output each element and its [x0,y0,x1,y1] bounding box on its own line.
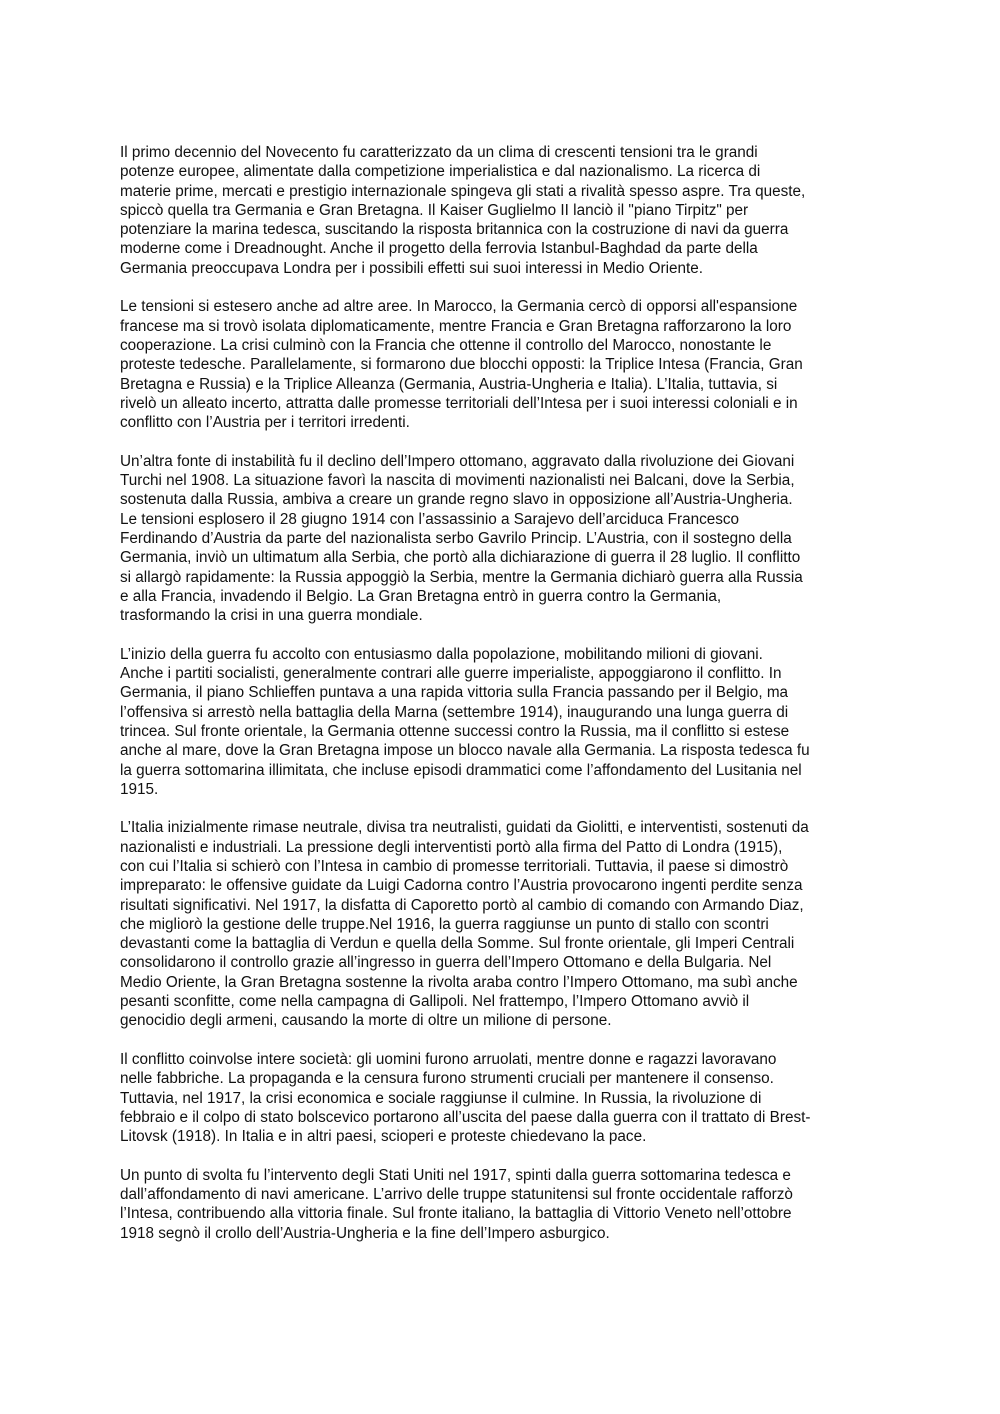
text-line: trincea. Sul fronte orientale, la Germania ottenne successi contro la Russia, ma il conflitto si estese [120,722,790,740]
text-line: francese ma si trovò isolata diplomaticamente, mentre Francia e Gran Bretagna rafforzarono la loro [120,317,792,335]
text-line: l’offensiva si arrestò nella battaglia della Marna (settembre 1914), inaugurando una lunga guerra di [120,703,789,721]
text-line: 1915. [120,780,159,798]
text-line: febbraio e il colpo di stato bolscevico portarono all’uscita del paese dalla guerra con il trattato di Brest- [120,1108,811,1126]
text-line: l’Intesa, contribuendo alla vittoria finale. Sul fronte italiano, la battaglia di Vittorio Veneto nell’ottobre [120,1205,792,1223]
text-line: Medio Oriente, la Gran Bretagna sostenne la rivolta araba contro l’Impero Ottomano, ma subì anche [120,973,798,991]
document-body [120,143,882,1262]
text-line: che migliorò la gestione delle truppe.Nel 1916, la guerra raggiunse un punto di stallo con scontri [120,915,769,933]
text-line: 1918 segnò il crollo dell’Austria-Ungheria e la fine dell’Impero asburgico. [120,1224,610,1242]
text-line: risultati significativi. Nel 1917, la disfatta di Caporetto portò al cambio di comando con Armando Diaz, [120,896,804,914]
text-line: nazionalisti e industriali. La pressione degli interventisti portò alla firma del Patto di Londra (1915), [120,838,783,856]
text-line: Il conflitto coinvolse intere società: gli uomini furono arruolati, mentre donne e ragazzi lavoravano [120,1050,777,1068]
paragraph [120,297,882,432]
text-line: nelle fabbriche. La propaganda e la censura furono strumenti cruciali per mantenere il consenso. [120,1070,774,1088]
text-line: Germania preoccupava Londra per i possibili effetti sui suoi interessi in Medio Oriente. [120,259,703,277]
text-line: Un punto di svolta fu l’intervento degli Stati Uniti nel 1917, spinti dalla guerra sottomarina tedesca e [120,1166,791,1184]
text-line: conflitto con l’Austria per i territori irredenti. [120,414,410,432]
text-line: Tuttavia, nel 1917, la crisi economica e sociale raggiunse il culmine. In Russia, la rivoluzione di [120,1089,762,1107]
text-line: sostenuta dalla Russia, ambiva a creare un grande regno slavo in opposizione all’Austria-Ungheria. [120,491,793,509]
text-line: cooperazione. La crisi culminò con la Francia che ottenne il controllo del Marocco, nonostante le [120,336,772,354]
text-line: Il primo decennio del Novecento fu caratterizzato da un clima di crescenti tensioni tra le grandi [120,144,758,161]
paragraph [120,143,882,278]
text-line: Le tensioni si estesero anche ad altre aree. In Marocco, la Germania cercò di opporsi all'espansione [120,298,798,316]
text-line: L’Italia inizialmente rimase neutrale, divisa tra neutralisti, guidati da Giolitti, e interventisti, sostenuti da [120,819,809,837]
text-line: e alla Francia, invadendo il Belgio. La Gran Bretagna entrò in guerra contro la Germania, [120,587,722,605]
text-line: Le tensioni esplosero il 28 giugno 1914 con l’assassinio a Sarajevo dell’arciduca Francesco [120,510,740,528]
paragraph [120,452,882,626]
text-line: si allargò rapidamente: la Russia appoggiò la Serbia, mentre la Germania dichiarò guerra alla Russia [120,568,803,586]
text-line: Germania, inviò un ultimatum alla Serbia, che portò alla dichiarazione di guerra il 28 luglio. Il conflitto [120,549,801,567]
paragraph [120,818,882,1030]
text-line: Anche i partiti socialisti, generalmente contrari alle guerre imperialiste, appoggiarono il conflitto. In [120,665,782,683]
text-line: rivelò un alleato incerto, attratta dalle promesse territoriali dell’Intesa per i suoi interessi coloniali e in [120,394,798,412]
paragraph [120,1050,882,1146]
text-line: devastanti come la battaglia di Verdun e quella della Somme. Sul fronte orientale, gli Imperi Centrali [120,935,795,953]
text-line: dall’affondamento di navi americane. L’arrivo delle truppe statunitensi sul fronte occidentale rafforzò [120,1186,793,1204]
text-line: Un’altra fonte di instabilità fu il declino dell’Impero ottomano, aggravato dalla rivoluzione dei Giovani [120,452,795,470]
text-line: anche al mare, dove la Gran Bretagna impose un blocco navale alla Germania. La risposta tedesca fu [120,742,810,760]
text-line: moderne come i Dreadnought. Anche il progetto della ferrovia Istanbul-Baghdad da parte della [120,240,758,258]
text-line: genocidio degli armeni, causando la morte di oltre un milione di persone. [120,1012,612,1030]
text-line: trasformando la crisi in una guerra mondiale. [120,607,423,625]
text-line: la guerra sottomarina illimitata, che incluse episodi drammatici come l’affondamento del Lusitania nel [120,761,802,779]
text-line: Germania, il piano Schlieffen puntava a una rapida vittoria sulla Francia passando per il Belgio, ma [120,684,789,702]
text-line: Bretagna e Russia) e la Triplice Alleanza (Germania, Austria-Ungheria e Italia). L’Italia, tuttavia, si [120,375,778,393]
text-line: consolidarono il controllo grazie all’ingresso in guerra dell’Impero Ottomano e della Bulgaria. Nel [120,954,772,972]
text-line: impreparato: le offensive guidate da Luigi Cadorna contro l’Austria provocarono ingenti perdite senza [120,877,803,895]
text-line: materie prime, mercati e prestigio internazionale spingeva gli stati a rivalità spesso aspre. Tra queste, [120,182,806,200]
text-line: pesanti sconfitte, come nella campagna di Gallipoli. Nel frattempo, l’Impero Ottomano avviò il [120,993,750,1011]
paragraph [120,645,882,799]
text-line: proteste tedesche. Parallelamente, si formarono due blocchi opposti: la Triplice Intesa (Francia, Gran [120,356,803,374]
text-line: L’inizio della guerra fu accolto con entusiasmo dalla popolazione, mobilitando milioni di giovani. [120,645,763,663]
text-line: potenze europee, alimentate dalla competizione imperialistica e dal nazionalismo. La ricerca di [120,163,761,181]
text-line: con cui l’Italia si schierò con l’Intesa in cambio di promesse territoriali. Tuttavia, il paese si dimostrò [120,857,789,875]
text-line: Ferdinando d’Austria da parte del nazionalista serbo Gavrilo Princip. L’Austria, con il sostegno della [120,529,792,547]
text-line: potenziare la marina tedesca, suscitando la risposta britannica con la costruzione di navi da guerra [120,221,789,239]
paragraph [120,1166,882,1243]
text-line: Litovsk (1918). In Italia e in altri paesi, scioperi e proteste chiedevano la pace. [120,1128,647,1146]
text-line: spiccò quella tra Germania e Gran Bretagna. Il Kaiser Guglielmo II lanciò il "piano Tirpitz" per [120,201,749,219]
text-line: Turchi nel 1908. La situazione favorì la nascita di movimenti nazionalisti nei Balcani, dove la Serbia, [120,472,795,490]
